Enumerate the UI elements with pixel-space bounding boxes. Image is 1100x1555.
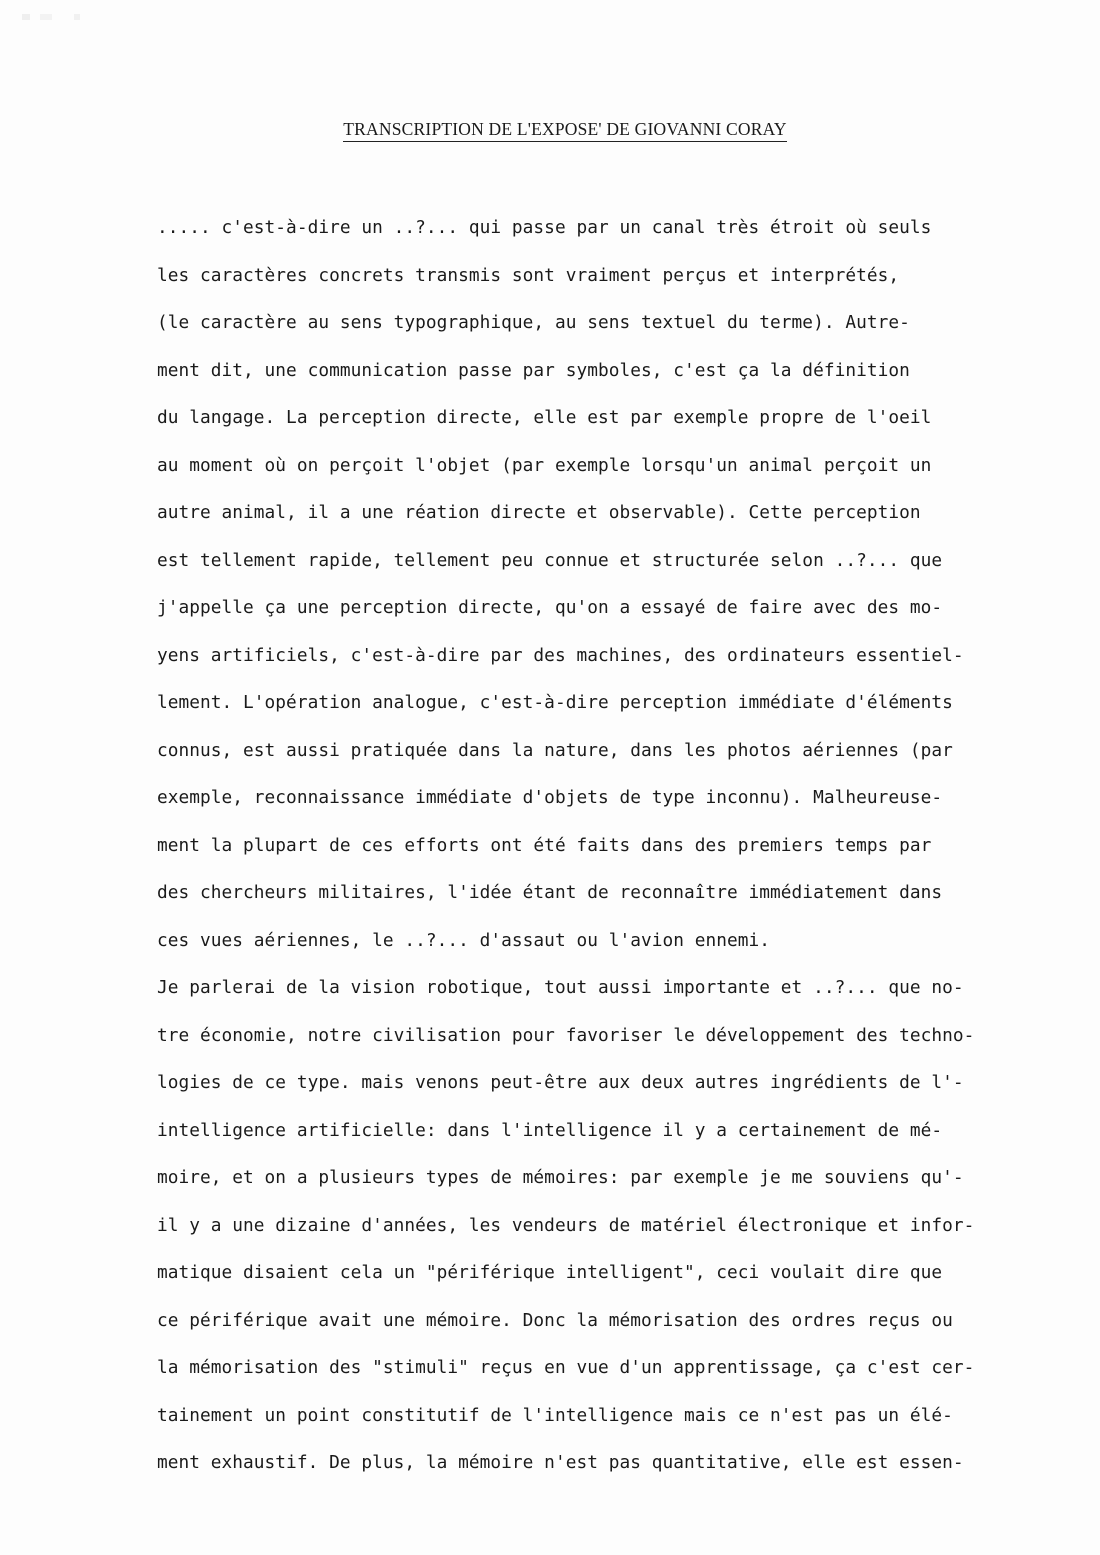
text-line: Je parlerai de la vision robotique, tout aussi importante et ..?... que no- [157,977,964,998]
text-line: du langage. La perception directe, elle est par exemple propre de l'oeil [157,407,932,428]
text-line: ..... c'est-à-dire un ..?... qui passe par un canal très étroit où seuls [157,217,932,238]
text-line: est tellement rapide, tellement peu connue et structurée selon ..?... que [157,549,943,571]
text-line: lement. L'opération analogue, c'est-à-dire perception immédiate d'éléments [157,692,953,713]
text-line: la mémorisation des "stimuli" reçus en vue d'un apprentissage, ça c'est cer- [157,1357,975,1378]
text-line: tainement un point constitutif de l'intelligence mais ce n'est pas un élé- [157,1404,953,1426]
text-line: tre économie, notre civilisation pour favoriser le développement des techno- [157,1024,975,1046]
text-line: logies de ce type. mais venons peut-être aux deux autres ingrédients de l'- [157,1072,964,1093]
text-line: ment la plupart de ces efforts ont été faits dans des premiers temps par [157,834,932,856]
text-line: ce périférique avait une mémoire. Donc la mémorisation des ordres reçus ou [157,1309,953,1331]
document-title [0,119,1100,140]
text-line: les caractères concrets transmis sont vraiment perçus et interprétés, [157,264,900,286]
text-line: ces vues aériennes, le ..?... d'assaut ou l'avion ennemi. [157,929,771,951]
text-line: intelligence artificielle: dans l'intelligence il y a certainement de mé- [157,1119,943,1141]
text-line: il y a une dizaine d'années, les vendeurs de matériel électronique et infor- [157,1214,975,1236]
text-line: (le caractère au sens typographique, au sens textuel du terme). Autre- [157,312,910,333]
document-title-text: TRANSCRIPTION DE L'EXPOSE' DE GIOVANNI CORAY [343,119,786,142]
text-line: des chercheurs militaires, l'idée étant de reconnaître immédiatement dans [157,882,943,903]
text-line: yens artificiels, c'est-à-dire par des machines, des ordinateurs essentiel- [157,644,964,666]
text-line: connus, est aussi pratiquée dans la nature, dans les photos aériennes (par [157,739,953,761]
transcript-body [157,209,1037,1492]
text-line: matique disaient cela un "périférique intelligent", ceci voulait dire que [157,1262,943,1283]
scan-artifact [22,14,92,20]
text-line: ment dit, une communication passe par symboles, c'est ça la définition [157,359,910,381]
text-line: ment exhaustif. De plus, la mémoire n'est pas quantitative, elle est essen- [157,1452,964,1473]
text-line: au moment où on perçoit l'objet (par exemple lorsqu'un animal perçoit un [157,454,932,476]
text-line: moire, et on a plusieurs types de mémoires: par exemple je me souviens qu'- [157,1167,964,1188]
text-line: j'appelle ça une perception directe, qu'on a essayé de faire avec des mo- [157,597,943,618]
text-line: exemple, reconnaissance immédiate d'objets de type inconnu). Malheureuse- [157,787,943,808]
text-line: autre animal, il a une réation directe et observable). Cette perception [157,502,921,523]
